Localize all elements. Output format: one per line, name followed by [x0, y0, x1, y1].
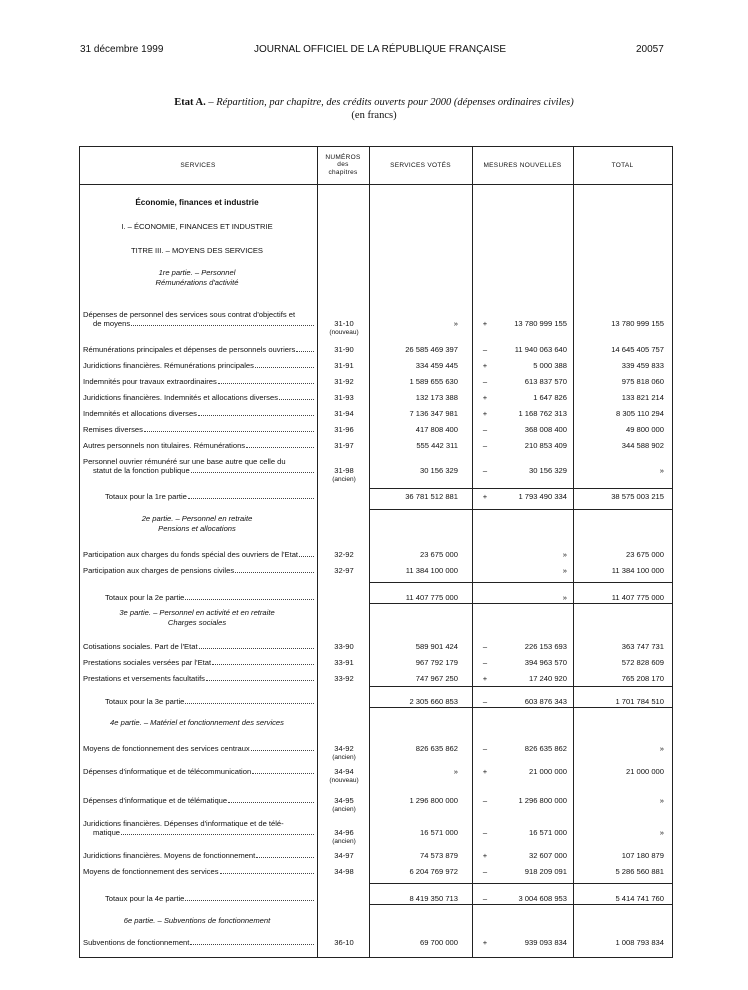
row-label	[93, 828, 315, 837]
mesures-sign: –	[482, 894, 488, 903]
total-value: 5 414 741 760	[615, 894, 664, 903]
total-value: 975 818 060	[621, 377, 664, 386]
totals-rule-bottom	[369, 603, 673, 604]
mesures-nouvelles-value: 17 240 920	[528, 674, 567, 683]
row-label	[83, 441, 315, 450]
mesures-nouvelles-value: 11 940 063 640	[514, 345, 567, 354]
row-label-text: Dépenses d'informatique et de télécommunication	[83, 767, 252, 776]
total-value: 765 208 170	[621, 674, 664, 683]
dot-leader	[206, 674, 314, 681]
row-label	[93, 319, 315, 328]
chapter-number: 31-98	[334, 466, 354, 475]
partie-2-line-2: Pensions et allocations	[158, 524, 236, 533]
totals-rule-bottom	[369, 509, 673, 510]
chapter-number: 31-96	[334, 425, 354, 434]
chapter-number: 32-92	[334, 550, 354, 559]
services-votes-value: 132 173 388	[415, 393, 458, 402]
dot-leader	[228, 796, 314, 803]
dot-leader	[144, 425, 314, 432]
total-value: 107 180 879	[621, 851, 664, 860]
services-votes-value: 23 675 000	[419, 550, 458, 559]
services-votes-value: 11 384 100 000	[405, 566, 458, 575]
numeros-line-1: NUMÉROS	[325, 153, 361, 161]
mesures-sign: +	[482, 409, 488, 418]
row-label	[83, 851, 315, 860]
row-label-text: Participation aux charges de pensions civiles	[83, 566, 235, 575]
mesures-sign: +	[482, 492, 488, 501]
partie-2-line-1: 2e partie. – Personnel en retraite	[141, 514, 253, 523]
row-label	[83, 361, 315, 370]
row-label	[83, 345, 315, 354]
services-votes-value: 1 296 800 000	[409, 796, 458, 805]
services-votes-value: 555 442 311	[416, 441, 458, 450]
table-bottom-border	[79, 957, 673, 958]
mesures-nouvelles-value: 5 000 388	[533, 361, 567, 370]
chapter-number: 33-92	[334, 674, 354, 683]
services-votes-value: 16 571 000	[419, 828, 458, 837]
total-value: »	[659, 796, 664, 805]
mesures-nouvelles-value: 210 853 409	[524, 441, 567, 450]
mesures-nouvelles-value: 918 209 091	[524, 867, 567, 876]
dot-leader	[185, 593, 314, 600]
row-label-text: Totaux pour la 4e partie	[105, 894, 185, 903]
chapter-number: 31-97	[334, 441, 354, 450]
row-label-text: Prestations et versements facultatifs	[83, 674, 205, 683]
mesures-nouvelles-value: 826 635 862	[524, 744, 567, 753]
services-votes-value: 1 589 655 630	[409, 377, 458, 386]
services-votes-value: 30 156 329	[419, 466, 458, 475]
row-label-text: Autres personnels non titulaires. Rémunérations	[83, 441, 246, 450]
chapter-number: 34-97	[334, 851, 354, 860]
dot-leader	[256, 851, 314, 858]
heading-section: I. – ÉCONOMIE, FINANCES ET INDUSTRIE	[121, 222, 273, 231]
totals-rule-top	[369, 686, 673, 687]
heading-ministry: Économie, finances et industrie	[135, 198, 259, 207]
chapter-number: 31-91	[334, 361, 354, 370]
chapter-number: 34-92	[334, 744, 354, 753]
mesures-nouvelles-value: 1 168 762 313	[518, 409, 567, 418]
row-label-text: statut de la fonction publique	[93, 466, 190, 475]
dot-leader	[121, 828, 314, 835]
services-votes-value: 69 700 000	[419, 938, 458, 947]
total-value: 572 828 609	[621, 658, 664, 667]
total-value: 11 384 100 000	[611, 566, 664, 575]
services-votes-value: 2 305 660 853	[409, 697, 458, 706]
services-votes-value: 6 204 769 972	[409, 867, 458, 876]
heading-partie-2	[79, 514, 315, 523]
dot-leader	[212, 658, 314, 665]
caption-etat: Etat A.	[174, 97, 206, 108]
column-header-numeros	[317, 146, 369, 184]
dot-leader	[198, 409, 314, 416]
row-label-text: Participation aux charges du fonds spécial des ouvriers de l'Etat	[83, 550, 299, 559]
totals-rule-bottom	[369, 904, 673, 905]
row-label-text: Cotisations sociales. Part de l'Etat	[83, 642, 198, 651]
header-date: 31 décembre 1999	[80, 44, 164, 55]
totals-rule-top	[369, 582, 673, 583]
mesures-sign: +	[482, 851, 488, 860]
row-label-text: Indemnités et allocations diverses	[83, 409, 197, 418]
heading-partie-6	[79, 916, 315, 925]
row-label	[83, 377, 315, 386]
chapter-number: 34-95	[334, 796, 354, 805]
mesures-sign: –	[482, 744, 488, 753]
total-value: 344 588 902	[621, 441, 664, 450]
totals-rule-top	[369, 488, 673, 489]
row-label	[83, 867, 315, 876]
dot-leader	[252, 767, 314, 774]
row-label	[83, 642, 315, 651]
row-label	[83, 938, 315, 947]
heading-partie-4	[79, 718, 315, 727]
mesures-nouvelles-value: 603 876 343	[524, 697, 567, 706]
mesures-nouvelles-value: 1 793 490 334	[518, 492, 567, 501]
mesures-nouvelles-value: 226 153 693	[524, 642, 567, 651]
row-label-text: Juridictions financières. Moyens de fonctionnement	[83, 851, 256, 860]
mesures-nouvelles-value: »	[562, 550, 567, 559]
services-votes-value: 417 808 400	[415, 425, 458, 434]
mesures-nouvelles-value: 16 571 000	[528, 828, 567, 837]
services-votes-value: 334 459 445	[415, 361, 458, 370]
row-label	[83, 550, 315, 559]
row-label-text: Moyens de fonctionnement des services centraux	[83, 744, 250, 753]
mesures-nouvelles-value: »	[562, 566, 567, 575]
chapter-number: 33-90	[334, 642, 354, 651]
services-votes-value: 826 635 862	[415, 744, 458, 753]
mesures-sign: –	[482, 828, 488, 837]
chapter-number: 34-96	[334, 828, 354, 837]
row-label-text: Totaux pour la 1re partie	[105, 492, 187, 501]
totals-rule-bottom	[369, 707, 673, 708]
services-votes-value: 11 407 775 000	[405, 593, 458, 602]
chapter-note: (ancien)	[332, 476, 356, 483]
partie-1-line-1: 1re partie. – Personnel	[158, 268, 236, 277]
mesures-sign: –	[482, 377, 488, 386]
row-label	[83, 566, 315, 575]
mesures-sign: –	[482, 697, 488, 706]
row-label-text: Prestations sociales versées par l'Etat	[83, 658, 212, 667]
total-value: »	[659, 744, 664, 753]
services-votes-value: 589 901 424	[415, 642, 458, 651]
chapter-note: (ancien)	[332, 806, 356, 813]
row-label	[83, 674, 315, 683]
dot-leader	[191, 466, 314, 473]
mesures-sign: –	[482, 867, 488, 876]
chapter-number: 32-97	[334, 566, 354, 575]
table-caption	[0, 96, 748, 122]
row-label-text: Remises diverses	[83, 425, 143, 434]
services-votes-value: »	[453, 319, 458, 328]
total-value: 339 459 833	[621, 361, 664, 370]
row-label-text: Totaux pour la 3e partie	[105, 697, 185, 706]
dot-leader	[131, 319, 314, 326]
caption-dash: –	[205, 97, 217, 108]
header-journal-title: JOURNAL OFFICIEL DE LA RÉPUBLIQUE FRANÇAISE	[254, 44, 507, 55]
row-label-text: Juridictions financières. Rémunérations principales	[83, 361, 254, 370]
dot-leader	[279, 393, 314, 400]
table-header-border	[79, 184, 673, 185]
heading-partie-3b	[79, 618, 315, 627]
services-votes-value: 747 967 250	[415, 674, 458, 683]
chapter-number: 31-94	[334, 409, 354, 418]
row-label-line-1: Juridictions financières. Dépenses d'informatique et de télé-	[83, 819, 284, 828]
partie-3-line-1: 3e partie. – Personnel en activité et en retraite	[119, 608, 275, 617]
mesures-sign: –	[482, 466, 488, 475]
row-label	[93, 466, 315, 475]
total-value: 5 286 560 881	[615, 867, 664, 876]
chapter-note: (nouveau)	[329, 777, 359, 784]
mesures-sign: –	[482, 441, 488, 450]
row-label	[83, 767, 315, 776]
total-value: 21 000 000	[625, 767, 664, 776]
chapter-number: 36-10	[334, 938, 354, 947]
chapter-note: (ancien)	[332, 754, 356, 761]
dot-leader	[296, 345, 314, 352]
column-divider	[472, 146, 473, 958]
column-header-total: TOTAL	[611, 161, 634, 169]
total-value: 1 701 784 510	[615, 697, 664, 706]
total-value: 8 305 110 294	[616, 409, 664, 418]
mesures-nouvelles-value: 394 963 570	[524, 658, 567, 667]
heading-partie-2b	[79, 524, 315, 533]
mesures-sign: –	[482, 642, 488, 651]
row-label-text: Rémunérations principales et dépenses de personnels ouvriers	[83, 345, 296, 354]
mesures-sign: +	[482, 361, 488, 370]
dot-leader	[220, 867, 315, 874]
column-header-services-votes: SERVICES VOTÉS	[390, 161, 451, 169]
partie-3-line-2: Charges sociales	[167, 618, 227, 627]
mesures-nouvelles-value: 21 000 000	[528, 767, 567, 776]
header-page-number: 20057	[636, 44, 664, 55]
row-label-text: de moyens	[93, 319, 131, 328]
dot-leader	[299, 550, 314, 557]
chapter-number: 31-10	[334, 319, 354, 328]
mesures-sign: +	[482, 767, 488, 776]
chapter-number: 31-92	[334, 377, 354, 386]
partie-6-line: 6e partie. – Subventions de fonctionnement	[123, 916, 271, 925]
services-votes-value: 967 792 179	[415, 658, 458, 667]
numeros-line-2: des	[337, 161, 349, 169]
dot-leader	[188, 492, 314, 499]
partie-1-line-2: Rémunérations d'activité	[155, 278, 239, 287]
row-label-text: Dépenses d'informatique et de télématique	[83, 796, 228, 805]
total-value: 11 407 775 000	[611, 593, 664, 602]
chapter-number: 31-90	[334, 345, 354, 354]
caption-title: Répartition, par chapitre, des crédits ouverts pour 2000 (dépenses ordinaires civiles)	[216, 97, 574, 108]
mesures-sign: +	[482, 674, 488, 683]
row-label-line-1: Personnel ouvrier rémunéré sur une base autre que celle du	[83, 457, 286, 466]
chapter-note: (ancien)	[332, 838, 356, 845]
caption-unit: (en francs)	[351, 110, 397, 121]
row-label	[83, 425, 315, 434]
total-value: 13 780 999 155	[611, 319, 664, 328]
totals-label	[105, 593, 315, 602]
mesures-sign: +	[482, 319, 488, 328]
services-votes-value: 74 573 879	[419, 851, 458, 860]
services-votes-value: »	[453, 767, 458, 776]
mesures-nouvelles-value: »	[562, 593, 567, 602]
dot-leader	[235, 566, 314, 573]
mesures-sign: –	[482, 345, 488, 354]
numeros-line-3: chapitres	[328, 168, 358, 176]
row-label-text: Indemnités pour travaux extraordinaires	[83, 377, 217, 386]
row-label	[83, 409, 315, 418]
heading-partie-1	[79, 268, 315, 277]
column-divider	[317, 146, 318, 958]
row-label	[83, 658, 315, 667]
mesures-nouvelles-value: 1 647 826	[533, 393, 567, 402]
dot-leader	[185, 894, 314, 901]
mesures-nouvelles-value: 1 296 800 000	[518, 796, 567, 805]
column-header-mesures-nouvelles: MESURES NOUVELLES	[483, 161, 562, 169]
dot-leader	[246, 441, 314, 448]
total-value: 49 800 000	[625, 425, 664, 434]
total-value: 38 575 003 215	[611, 492, 664, 501]
heading-titre: TITRE III. – MOYENS DES SERVICES	[131, 246, 263, 255]
chapter-number: 34-94	[334, 767, 354, 776]
chapter-number: 34-98	[334, 867, 354, 876]
row-label-line-1: Dépenses de personnel des services sous contrat d'objectifs et	[83, 310, 296, 319]
totals-label	[105, 697, 315, 706]
services-votes-value: 8 419 350 713	[409, 894, 458, 903]
total-value: »	[659, 466, 664, 475]
row-label	[83, 796, 315, 805]
chapter-number: 31-93	[334, 393, 354, 402]
dot-leader	[190, 938, 314, 945]
dot-leader	[255, 361, 314, 368]
heading-partie-1b	[79, 278, 315, 287]
row-label-text: Subventions de fonctionnement	[83, 938, 190, 947]
mesures-nouvelles-value: 613 837 570	[524, 377, 567, 386]
dot-leader	[185, 697, 314, 704]
dot-leader	[199, 642, 314, 649]
mesures-nouvelles-value: 939 093 834	[524, 938, 567, 947]
mesures-sign: –	[482, 796, 488, 805]
mesures-nouvelles-value: 13 780 999 155	[514, 319, 567, 328]
services-votes-value: 36 781 512 881	[405, 492, 458, 501]
total-value: 133 821 214	[621, 393, 664, 402]
mesures-sign: –	[482, 425, 488, 434]
chapter-note: (nouveau)	[329, 329, 359, 336]
column-divider	[573, 146, 574, 958]
chapter-number: 33-91	[334, 658, 354, 667]
mesures-nouvelles-value: 3 004 608 953	[518, 894, 567, 903]
mesures-sign: +	[482, 938, 488, 947]
row-label-text: Juridictions financières. Indemnités et allocations diverses	[83, 393, 279, 402]
mesures-sign: +	[482, 393, 488, 402]
mesures-sign: –	[482, 658, 488, 667]
total-value: »	[659, 828, 664, 837]
partie-4-line: 4e partie. – Matériel et fonctionnement des services	[110, 718, 284, 727]
total-value: 363 747 731	[621, 642, 664, 651]
dot-leader	[251, 744, 314, 751]
row-label	[83, 393, 315, 402]
totals-label	[105, 894, 315, 903]
row-label-text: matique	[93, 828, 121, 837]
total-value: 23 675 000	[625, 550, 664, 559]
row-label-text: Totaux pour la 2e partie	[105, 593, 185, 602]
services-votes-value: 26 585 469 397	[405, 345, 458, 354]
mesures-nouvelles-value: 368 008 400	[524, 425, 567, 434]
totals-label	[105, 492, 315, 501]
mesures-nouvelles-value: 30 156 329	[528, 466, 567, 475]
column-divider	[369, 146, 370, 958]
total-value: 1 008 793 834	[615, 938, 664, 947]
row-label-text: Moyens de fonctionnement des services	[83, 867, 219, 876]
column-divider	[672, 146, 673, 958]
dot-leader	[218, 377, 314, 384]
credits-table	[79, 146, 673, 958]
totals-rule-top	[369, 883, 673, 884]
column-header-services: SERVICES	[180, 161, 216, 169]
mesures-nouvelles-value: 32 607 000	[528, 851, 567, 860]
services-votes-value: 7 136 347 981	[409, 409, 458, 418]
row-label	[83, 744, 315, 753]
heading-partie-3	[79, 608, 315, 617]
total-value: 14 645 405 757	[611, 345, 664, 354]
